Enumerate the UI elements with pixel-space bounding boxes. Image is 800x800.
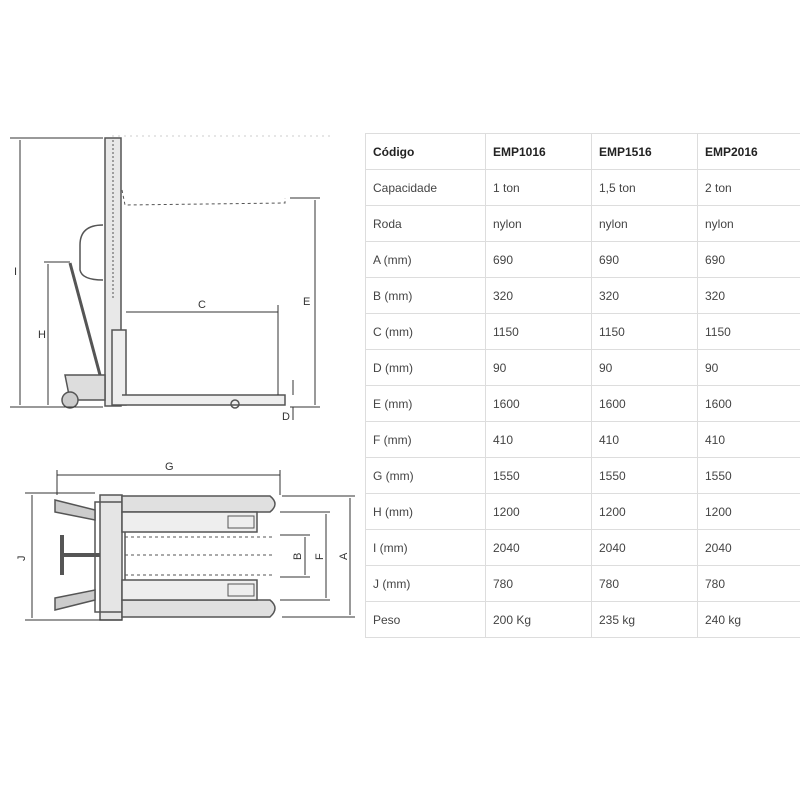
- fork-raised: [122, 190, 285, 205]
- table-cell: 90: [486, 350, 592, 386]
- table-cell: 1150: [698, 314, 800, 350]
- dim-label-e: E: [303, 296, 311, 308]
- table-header-row: [366, 134, 800, 170]
- header-emp1016: EMP1016: [486, 134, 592, 170]
- row-label: Peso: [366, 602, 486, 638]
- table-cell: 690: [486, 242, 592, 278]
- side-view: [62, 136, 330, 408]
- table-cell: 90: [592, 350, 698, 386]
- table-cell: 2040: [592, 530, 698, 566]
- table-cell: 780: [592, 566, 698, 602]
- table-row: [366, 530, 800, 566]
- table-cell: 410: [592, 422, 698, 458]
- dim-label-f: F: [314, 553, 326, 560]
- table-row: [366, 386, 800, 422]
- table-cell: 1150: [486, 314, 592, 350]
- dim-label-h: H: [38, 329, 46, 341]
- table-cell: 1550: [486, 458, 592, 494]
- steering-wheel: [62, 392, 78, 408]
- row-label: H (mm): [366, 494, 486, 530]
- table-cell: 320: [698, 278, 800, 314]
- table-cell: 1200: [592, 494, 698, 530]
- dim-label-b: B: [292, 552, 304, 560]
- table-row: [366, 494, 800, 530]
- table-cell: 410: [698, 422, 800, 458]
- table-cell: 690: [592, 242, 698, 278]
- table-cell: nylon: [592, 206, 698, 242]
- table-cell: nylon: [486, 206, 592, 242]
- table-cell: 780: [698, 566, 800, 602]
- table-cell: 1 ton: [486, 170, 592, 206]
- row-label: F (mm): [366, 422, 486, 458]
- top-fork-upper-inner: [122, 512, 257, 532]
- table-cell: 410: [486, 422, 592, 458]
- row-label: E (mm): [366, 386, 486, 422]
- table-row: [366, 458, 800, 494]
- table-row: [366, 242, 800, 278]
- row-label: C (mm): [366, 314, 486, 350]
- table-cell: 1550: [592, 458, 698, 494]
- table-cell: 1600: [698, 386, 800, 422]
- table-cell: 2040: [698, 530, 800, 566]
- table-row: [366, 566, 800, 602]
- table-cell: nylon: [698, 206, 800, 242]
- table-row: [366, 170, 800, 206]
- row-label: A (mm): [366, 242, 486, 278]
- carriage: [112, 330, 126, 405]
- table-cell: 780: [486, 566, 592, 602]
- table-cell: 2 ton: [698, 170, 800, 206]
- table-cell: 200 Kg: [486, 602, 592, 638]
- table-cell: 1200: [486, 494, 592, 530]
- row-label: Capacidade: [366, 170, 486, 206]
- dim-label-g: G: [165, 461, 174, 473]
- side-dimensions: [10, 138, 320, 420]
- fork-lowered: [112, 395, 285, 405]
- dim-label-i: I: [14, 266, 18, 278]
- top-view: [55, 495, 275, 620]
- row-label: Roda: [366, 206, 486, 242]
- row-label: J (mm): [366, 566, 486, 602]
- top-fork-upper: [122, 496, 275, 512]
- table-row: [366, 602, 800, 638]
- table-cell: 320: [592, 278, 698, 314]
- spec-table: [365, 133, 800, 638]
- drawing-svg: [0, 0, 360, 800]
- table-row: [366, 422, 800, 458]
- header-codigo: Código: [366, 134, 486, 170]
- row-label: B (mm): [366, 278, 486, 314]
- top-wheel-lower: [55, 590, 95, 610]
- table-row: [366, 206, 800, 242]
- dim-label-j: J: [16, 555, 28, 561]
- header-emp1516: EMP1516: [592, 134, 698, 170]
- handle-loop: [80, 225, 103, 280]
- table-cell: 1150: [592, 314, 698, 350]
- table-row: [366, 350, 800, 386]
- table-cell: 1,5 ton: [592, 170, 698, 206]
- top-mast: [100, 495, 122, 620]
- table-cell: 1550: [698, 458, 800, 494]
- dim-label-a: A: [338, 552, 350, 560]
- row-label: G (mm): [366, 458, 486, 494]
- dim-label-c: C: [198, 299, 206, 311]
- top-wheel-upper: [55, 500, 95, 520]
- row-label: D (mm): [366, 350, 486, 386]
- table-row: [366, 314, 800, 350]
- table-cell: 1200: [698, 494, 800, 530]
- dim-label-d: D: [282, 411, 290, 423]
- table-cell: 235 kg: [592, 602, 698, 638]
- top-fork-lower: [122, 600, 275, 617]
- table-cell: 90: [698, 350, 800, 386]
- table-cell: 320: [486, 278, 592, 314]
- stacker-technical-drawing: [0, 0, 360, 800]
- top-fork-lower-inner: [122, 580, 257, 600]
- table-cell: 1600: [592, 386, 698, 422]
- table-cell: 2040: [486, 530, 592, 566]
- header-emp2016: EMP2016: [698, 134, 800, 170]
- row-label: I (mm): [366, 530, 486, 566]
- table-cell: 240 kg: [698, 602, 800, 638]
- table-cell: 1600: [486, 386, 592, 422]
- table-row: [366, 278, 800, 314]
- table-cell: 690: [698, 242, 800, 278]
